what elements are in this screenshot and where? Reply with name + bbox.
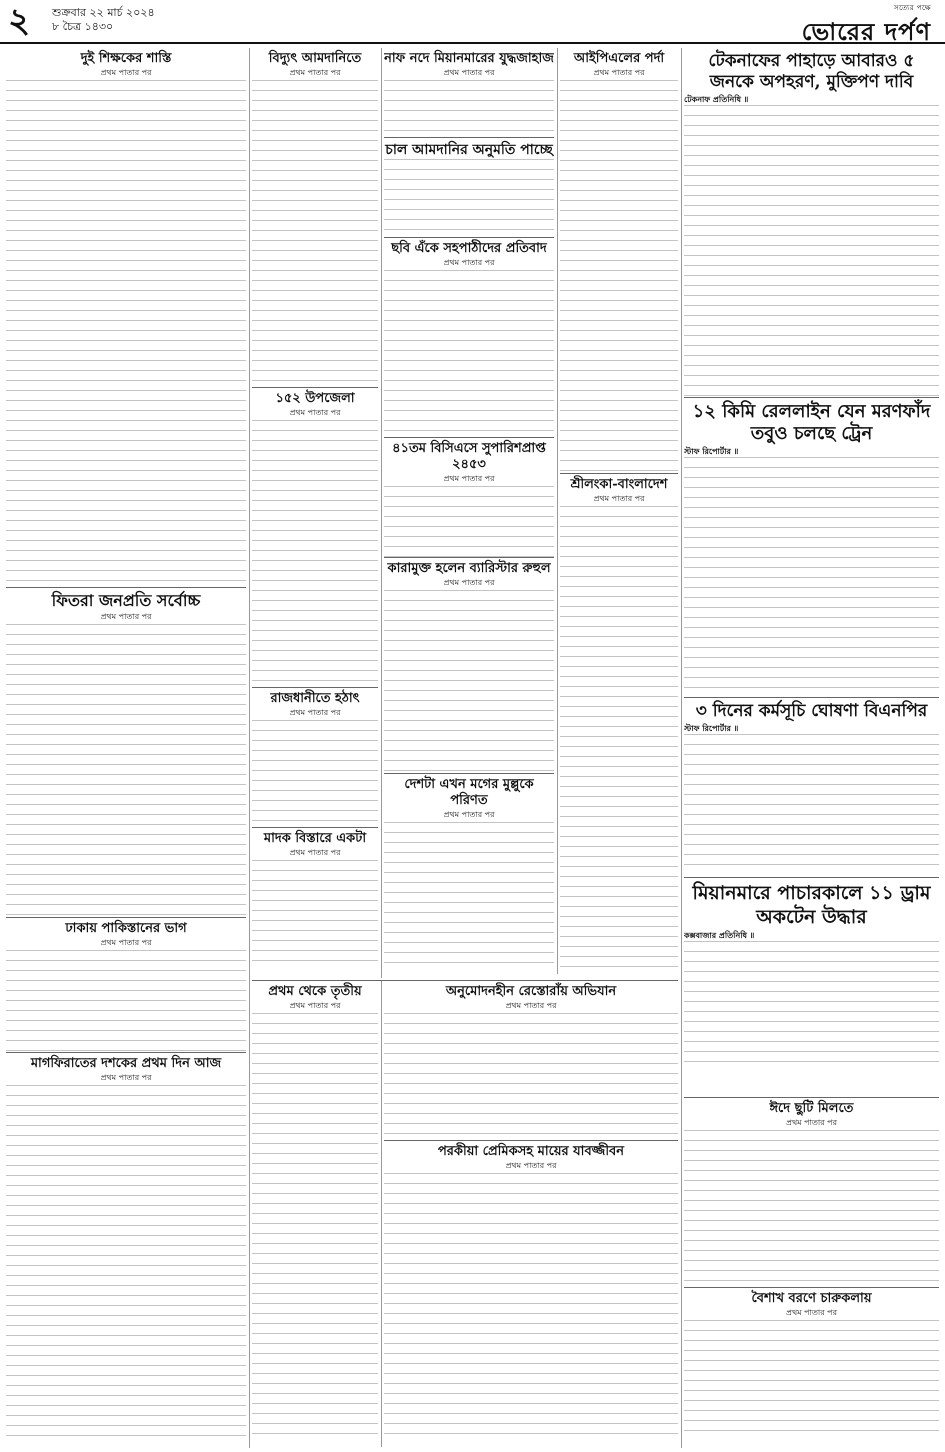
masthead — [0, 0, 945, 44]
article-headline: মাদক বিস্তারে একটা — [263, 831, 367, 846]
article-body — [684, 1320, 939, 1435]
lower-block — [252, 980, 678, 1448]
article-headline: দুই শিক্ষকের শাস্তি — [80, 51, 172, 66]
column-3-main — [384, 48, 554, 974]
article — [384, 238, 554, 438]
article — [560, 48, 678, 474]
column-4 — [684, 48, 939, 1448]
article-byline: টেকনাফ প্রতিনিধি ॥ — [684, 94, 749, 104]
article-continued: প্রথম পাতার পর — [289, 408, 341, 417]
article — [684, 1098, 939, 1288]
logo-tagline: সত্যের পক্ষে — [893, 4, 931, 12]
article-continued: প্রথম পাতার পর — [593, 494, 645, 503]
article-headline: রাজধানীতে হঠাৎ — [270, 691, 360, 706]
lower-left — [252, 981, 378, 1447]
date-line-1: শুক্রবার ২২ মার্চ ২০২৪ — [52, 6, 155, 19]
article-body — [560, 506, 678, 968]
article — [384, 981, 678, 1141]
article — [384, 774, 554, 970]
article-continued: প্রথম পাতার পর — [786, 1308, 837, 1317]
article-continued: প্রথম পাতার পর — [593, 68, 645, 77]
newspaper-logo — [802, 2, 931, 54]
article — [684, 48, 939, 398]
article-body — [384, 590, 554, 772]
article-body — [684, 734, 939, 874]
article-headline: বিদ্যুৎ আমদানিতে — [268, 51, 362, 66]
article-body — [6, 1085, 246, 1441]
column-3 — [384, 48, 678, 978]
article-continued: প্রথম পাতার পর — [786, 1118, 837, 1127]
column-rule — [681, 48, 682, 1448]
article-headline: চাল আমদানির অনুমতি পাচ্ছে — [385, 142, 553, 158]
article — [252, 688, 378, 828]
article-body — [252, 720, 378, 825]
article — [684, 1288, 939, 1438]
logo-name: ভোরের দর্পণ — [801, 18, 931, 46]
article-body — [684, 941, 939, 1071]
article — [384, 48, 554, 138]
article-continued: প্রথম পাতার পর — [289, 708, 341, 717]
article-continued: প্রথম পাতার পর — [100, 938, 152, 947]
lower-right — [384, 981, 678, 1447]
article-byline: স্টাফ রিপোর্টার ॥ — [684, 446, 739, 456]
article — [684, 398, 939, 698]
article — [252, 48, 378, 388]
article — [6, 1053, 246, 1445]
article-body — [252, 1013, 378, 1438]
article-body — [384, 822, 554, 970]
article-continued: প্রথম পাতার পর — [443, 810, 495, 819]
article-headline: টেকনাফের পাহাড়ে আবারও ৫ জনকে অপহরণ, মুক্তিপণ দাবি — [708, 51, 915, 92]
article-continued: প্রথম পাতার পর — [289, 1001, 341, 1010]
article-headline: মিয়ানমারে পাচারকালে ১১ ড্রাম অকটেন উদ্ধার — [692, 882, 931, 928]
article-continued: প্রথম পাতার পর — [100, 68, 152, 77]
article-headline: ১৫২ উপজেলা — [275, 391, 355, 406]
article — [6, 48, 246, 588]
article-body — [384, 1013, 678, 1139]
article-continued: প্রথম পাতার পর — [505, 1001, 557, 1010]
article — [252, 388, 378, 688]
column-1-bottom — [6, 1052, 246, 1448]
article — [384, 138, 554, 238]
article-headline: ১২ কিমি রেললাইন যেন মরণফাঁদ তবুও চলছে ট্রেন — [692, 401, 931, 444]
article — [252, 828, 378, 974]
article-continued: প্রথম পাতার পর — [100, 612, 152, 621]
article-body — [252, 860, 378, 970]
article-headline: ফিতরা জনপ্রতি সর্বোচ্চ — [51, 591, 201, 610]
article-continued: প্রথম পাতার পর — [100, 1073, 152, 1082]
article-body — [684, 457, 939, 697]
article-body — [684, 105, 939, 397]
article-headline: ৩ দিনের কর্মসূচি ঘোষণা বিএনপির — [695, 701, 928, 721]
column-2 — [252, 48, 378, 978]
article-body — [384, 1173, 678, 1435]
article-headline: মাগফিরাতের দশকের প্রথম দিন আজ — [30, 1056, 222, 1071]
article-headline: শ্রীলংকা-বাংলাদেশ — [570, 477, 668, 492]
issue-date — [52, 6, 155, 34]
article-body — [560, 80, 678, 472]
article-headline: পরকীয়া প্রেমিকসহ মায়ের যাবজ্জীবন — [437, 1144, 625, 1159]
article-byline: স্টাফ রিপোর্টার ॥ — [684, 723, 739, 733]
article-continued: প্রথম পাতার পর — [443, 258, 495, 267]
column-rule — [249, 48, 250, 1448]
article-body — [384, 486, 554, 558]
article-headline: দেশটা এখন মগের মুল্লুকে পরিণত — [404, 777, 534, 808]
article-headline: ছবি এঁকে সহপাঠীদের প্রতিবাদ — [391, 241, 547, 256]
article — [252, 981, 378, 1443]
article-body — [252, 80, 378, 385]
article-headline: ৪১তম বিসিএসে সুপারিশপ্রাপ্ত ২৪৫৩ — [392, 441, 546, 472]
article-body — [384, 270, 554, 435]
page-number: ২ — [8, 1, 31, 41]
article — [6, 588, 246, 918]
article-headline: বৈশাখ বরণে চারুকলায় — [751, 1291, 872, 1306]
article-continued: প্রথম পাতার পর — [443, 474, 495, 483]
article-continued: প্রথম পাতার পর — [289, 68, 341, 77]
column-3-side — [560, 48, 678, 974]
article-body — [384, 159, 554, 233]
article-body — [6, 80, 246, 585]
date-line-2: ৮ চৈত্র ১৪৩০ — [52, 20, 114, 33]
article-continued: প্রথম পাতার পর — [443, 578, 495, 587]
article-headline: আইপিএলের পর্দা — [573, 51, 665, 66]
article-body — [6, 624, 246, 916]
article-headline: নাফ নদে মিয়ানমারের যুদ্ধজাহাজ — [384, 51, 554, 66]
column-rule — [381, 981, 382, 1447]
article — [684, 878, 939, 1098]
article-headline: ঈদে ছুটি মিলতে — [769, 1101, 854, 1116]
article-continued: প্রথম পাতার পর — [505, 1161, 557, 1170]
article-headline: ঢাকায় পাকিস্তানের ভাগ — [65, 921, 187, 936]
article — [384, 1141, 678, 1441]
article — [684, 698, 939, 878]
article-continued: প্রথম পাতার পর — [289, 848, 341, 857]
article-body — [684, 1130, 939, 1285]
article-continued: প্রথম পাতার পর — [443, 68, 495, 77]
article-byline: কক্সবাজার প্রতিনিধি ॥ — [684, 930, 755, 940]
column-rule — [557, 48, 558, 974]
article-headline: অনুমোদনহীন রেস্তোরাঁয় অভিযান — [445, 984, 617, 999]
article-headline: প্রথম থেকে তৃতীয় — [268, 984, 362, 999]
article-body — [384, 80, 554, 136]
column-rule — [381, 48, 382, 978]
article-headline: কারামুক্ত হলেন ব্যারিস্টার রুহুল — [387, 561, 551, 576]
article — [384, 438, 554, 558]
article-body — [252, 420, 378, 685]
article — [560, 474, 678, 970]
article — [384, 558, 554, 774]
